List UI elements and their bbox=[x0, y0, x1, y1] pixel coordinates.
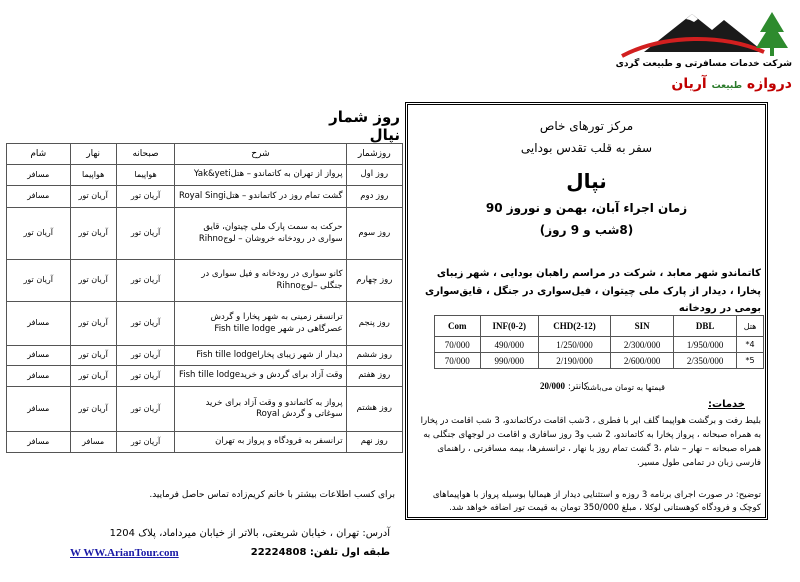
header-day: روزشمار bbox=[346, 144, 402, 165]
company-logo bbox=[614, 4, 794, 104]
breakfast-cell: آریان تور bbox=[116, 260, 174, 302]
panel-subheading: سفر به قلب تقدس بودایی bbox=[520, 141, 653, 155]
breakfast-cell: آریان تور bbox=[116, 208, 174, 260]
dinner-cell: مسافر bbox=[7, 346, 71, 366]
day-cell: روز پنجم bbox=[346, 302, 402, 346]
currency-note: قیمتها به تومان می‌باشد. bbox=[583, 383, 665, 392]
day-cell: روز ششم bbox=[346, 346, 402, 366]
desc-cell: ترانسفر زمینی به شهر پخارا و گردش عصرگاهی در شهر Fish tille lodge bbox=[175, 302, 346, 346]
header-lunch: نهار bbox=[70, 144, 116, 165]
breakfast-cell: آریان تور bbox=[116, 387, 174, 432]
price-row bbox=[435, 337, 764, 353]
phone: طبقه اول تلفن: 22224808 bbox=[250, 547, 390, 558]
table-row bbox=[7, 346, 403, 366]
lunch-cell: آریان تور bbox=[70, 346, 116, 366]
table-row bbox=[7, 387, 403, 432]
panel-duration: (8شب و 9 روز) bbox=[539, 223, 634, 237]
price-cell: 70/000 bbox=[435, 337, 481, 353]
contact-note: برای کسب اطلاعات بیشتر با خانم کریم‌زاده تماس حاصل فرمایید. bbox=[149, 490, 395, 500]
price-header-row bbox=[435, 316, 764, 337]
breakfast-cell: آریان تور bbox=[116, 346, 174, 366]
services-title: خدمات: bbox=[708, 399, 745, 410]
table-row bbox=[7, 302, 403, 346]
dinner-cell: مسافر bbox=[7, 432, 71, 453]
price-header: SIN bbox=[611, 316, 674, 337]
kanter-value: 20/000 bbox=[540, 381, 566, 391]
itinerary-header-row bbox=[7, 144, 403, 165]
company-name: شرکت خدمات مسافرتی و طبیعت گردی bbox=[615, 59, 792, 69]
day-cell: روز نهم bbox=[346, 432, 402, 453]
header-dinner: شام bbox=[7, 144, 71, 165]
dinner-cell: آریان تور bbox=[7, 208, 71, 260]
desc-cell: گشت تمام روز در کاتماندو – هتلRoyal Singi bbox=[175, 186, 346, 208]
table-row bbox=[7, 186, 403, 208]
desc-cell: حرکت به سمت پارک ملی چیتوان، قایق سواری در رودخانه خروشان – لوجRihno bbox=[175, 208, 346, 260]
table-row bbox=[7, 366, 403, 387]
brand-prefix: دروازه bbox=[746, 76, 792, 92]
dinner-cell: مسافر bbox=[7, 302, 71, 346]
note-text: توضیح: در صورت اجرای برنامه 3 روزه و استثنایی دیدار از هیمالیا بوسیله پرواز با هواپیماهای کوچک و فرودگاه کوهستانی لوکلا ، مبلغ 350/000 تومان به قیمت تور اضافه خواهد شد. bbox=[432, 490, 761, 513]
header-breakfast: صبحانه bbox=[116, 144, 174, 165]
dinner-cell: مسافر bbox=[7, 366, 71, 387]
desc-cell: دیدار از شهر زیبای پخاراFish tille lodge bbox=[175, 346, 346, 366]
table-row bbox=[7, 165, 403, 186]
lunch-cell: آریان تور bbox=[70, 387, 116, 432]
price-cell: 1/950/000 bbox=[674, 337, 737, 353]
itinerary-table bbox=[6, 143, 403, 453]
brand-name bbox=[614, 76, 792, 92]
breakfast-cell: آریان تور bbox=[116, 432, 174, 453]
price-cell: 1/250/000 bbox=[538, 337, 610, 353]
desc-cell: کانو سواری در رودخانه و فیل سواری در جنگلی –لوجRihno bbox=[175, 260, 346, 302]
breakfast-cell: آریان تور bbox=[116, 366, 174, 387]
panel-heading: مرکز تورهای خاص bbox=[539, 119, 634, 133]
website-link[interactable]: W WW.ArianTour.com bbox=[70, 547, 179, 559]
lunch-cell: آریان تور bbox=[70, 260, 116, 302]
breakfast-cell: آریان تور bbox=[116, 186, 174, 208]
table-row bbox=[7, 208, 403, 260]
day-cell: روز هفتم bbox=[346, 366, 402, 387]
price-header: CHD(2-12) bbox=[538, 316, 610, 337]
lunch-cell: آریان تور bbox=[70, 186, 116, 208]
breakfast-cell: هواپیما bbox=[116, 165, 174, 186]
day-cell: روز چهارم bbox=[346, 260, 402, 302]
brand-middle: طبیعت bbox=[711, 81, 743, 91]
header-desc: شرح bbox=[175, 144, 346, 165]
lunch-cell: آریان تور bbox=[70, 302, 116, 346]
price-row bbox=[435, 353, 764, 369]
mountain-logo-icon bbox=[614, 4, 794, 60]
lunch-cell: آریان تور bbox=[70, 366, 116, 387]
desc-cell: وقت آزاد برای گردش و خریدFish tille lodge bbox=[175, 366, 346, 387]
price-header: INF(0-2) bbox=[480, 316, 538, 337]
price-table bbox=[434, 315, 764, 369]
panel-dates: زمان اجراء آبان، بهمن و نوروز 90 bbox=[485, 201, 688, 215]
dinner-cell: مسافر bbox=[7, 186, 71, 208]
desc-cell: ترانسفر به فرودگاه و پرواز به تهران bbox=[175, 432, 346, 453]
panel-country: نپال bbox=[566, 169, 607, 193]
tour-info-panel bbox=[405, 102, 768, 520]
day-cell: روز اول bbox=[346, 165, 402, 186]
address: آدرس: تهران ، خیابان شریعتی، بالاتر از خیابان میرداماد، پلاک 1204 bbox=[109, 528, 390, 539]
panel-highlights: کاتماندو شهر معابد ، شرکت در مراسم راهبان بودایی ، شهر زیبای پخارا ، دیدار از پارک ملی چیتوان ، فیل‌سواری در جنگل ، قایق‌سواری بومی در رودخانه bbox=[424, 268, 761, 314]
lunch-cell: آریان تور bbox=[70, 208, 116, 260]
desc-cell: پرواز به کاتماندو و وقت آزاد برای خرید سوغاتی و گردش Royal bbox=[175, 387, 346, 432]
kanter bbox=[540, 381, 588, 392]
day-cell: روز دوم bbox=[346, 186, 402, 208]
itinerary-title: روز شمار نپال bbox=[329, 108, 400, 144]
day-cell: روز سوم bbox=[346, 208, 402, 260]
lunch-cell: مسافر bbox=[70, 432, 116, 453]
price-header: Com bbox=[435, 316, 481, 337]
hotel-cell: 4* bbox=[737, 337, 764, 353]
price-cell: 2/190/000 bbox=[538, 353, 610, 369]
hotel-cell: 5* bbox=[737, 353, 764, 369]
table-row bbox=[7, 432, 403, 453]
desc-cell: پرواز از تهران به کاتماندو – هتلYak&yeti bbox=[175, 165, 346, 186]
price-header: DBL bbox=[674, 316, 737, 337]
price-cell: 2/350/000 bbox=[674, 353, 737, 369]
dinner-cell: مسافر bbox=[7, 165, 71, 186]
table-row bbox=[7, 260, 403, 302]
price-cell: 490/000 bbox=[480, 337, 538, 353]
price-cell: 2/300/000 bbox=[611, 337, 674, 353]
price-cell: 2/600/000 bbox=[611, 353, 674, 369]
brand-suffix: آریان bbox=[671, 76, 707, 92]
lunch-cell: هواپیما bbox=[70, 165, 116, 186]
kanter-label: کانتر: bbox=[567, 382, 589, 392]
day-cell: روز هشتم bbox=[346, 387, 402, 432]
dinner-cell: آریان تور bbox=[7, 260, 71, 302]
price-header-hotel: هتل bbox=[737, 316, 764, 337]
breakfast-cell: آریان تور bbox=[116, 302, 174, 346]
dinner-cell: مسافر bbox=[7, 387, 71, 432]
price-cell: 990/000 bbox=[480, 353, 538, 369]
services-text: بلیط رفت و برگشت هواپیما گلف ایر با فطری ، 3شب اقامت درکاتماندو، 3 شب اقامت در پخارا به همراه صبحانه ، پرواز پخارا به کاتماندو، 2 شب و3 روز سافاری و اقامت در لوجهای جنگلی به همراه صبحانه – نهار – شام ،3 گشت تمام روز با نهار ، ترانسفرها، بیمه مسافرتی ، راهنمای فارسی زبان در تمامی طول مسیر. bbox=[420, 416, 761, 468]
price-cell: 70/000 bbox=[435, 353, 481, 369]
